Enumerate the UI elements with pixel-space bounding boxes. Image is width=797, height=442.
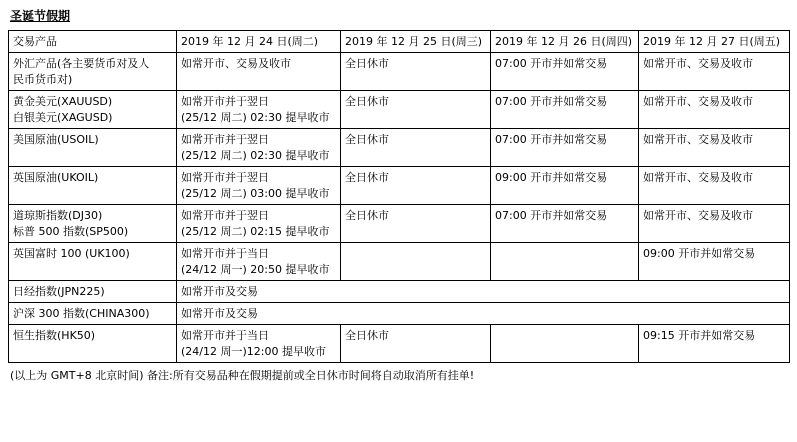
cell-dec-25 [341, 129, 491, 167]
cell-line: 如常开市并于当日 [181, 247, 269, 260]
table-row [9, 243, 790, 281]
cell-dec-27 [639, 205, 790, 243]
cell-line: 白银美元(XAGUSD) [13, 111, 113, 124]
cell-dec-26 [491, 205, 639, 243]
cell-dec-25 [341, 91, 491, 129]
cell-dec-26 [491, 53, 639, 91]
cell-line: 全日休市 [345, 171, 389, 184]
cell-line: 如常开市、交易及收市 [643, 57, 753, 70]
cell-line: 07:00 开市并如常交易 [495, 209, 608, 222]
cell-product [9, 325, 177, 363]
cell-product [9, 205, 177, 243]
table-row [9, 53, 790, 91]
cell-line: 全日休市 [345, 95, 389, 108]
cell-line: 恒生指数(HK50) [13, 329, 96, 342]
cell-line: 如常开市并于翌日 [181, 171, 269, 184]
cell-dec-25 [341, 53, 491, 91]
table-body [9, 53, 790, 363]
table-row [9, 205, 790, 243]
cell-dec-24 [177, 53, 341, 91]
cell-line: (25/12 周二) 02:15 提早收市 [181, 225, 330, 238]
cell-line: 道琼斯指数(DJ30) [13, 209, 103, 222]
table-row [9, 303, 790, 325]
cell-dec-27 [639, 91, 790, 129]
cell-line: 黄金美元(XAUUSD) [13, 95, 113, 108]
cell-line: (24/12 周一) 20:50 提早收市 [181, 263, 330, 276]
cell-product [9, 243, 177, 281]
cell-line: 如常开市并于翌日 [181, 209, 269, 222]
cell-dec-24 [177, 325, 341, 363]
column-header-dec-24: 2019 年 12 月 24 日(周二) [177, 31, 341, 53]
cell-product [9, 303, 177, 325]
cell-dec-24 [177, 205, 341, 243]
cell-dec-27 [639, 243, 790, 281]
cell-dec-25 [341, 243, 491, 281]
cell-line: 美国原油(USOIL) [13, 133, 99, 146]
column-header-dec-25: 2019 年 12 月 25 日(周三) [341, 31, 491, 53]
cell-line: 09:00 开市并如常交易 [643, 247, 756, 260]
cell-product [9, 281, 177, 303]
cell-product [9, 167, 177, 205]
cell-line: 英国富时 100 (UK100) [13, 247, 130, 260]
cell-line: 沪深 300 指数(CHINA300) [13, 307, 150, 320]
cell-dec-25 [341, 325, 491, 363]
cell-line: (25/12 周二) 02:30 提早收市 [181, 149, 330, 162]
cell-line: 如常开市、交易及收市 [643, 171, 753, 184]
cell-line: 如常开市并于翌日 [181, 95, 269, 108]
cell-line: 标普 500 指数(SP500) [13, 225, 129, 238]
cell-product [9, 129, 177, 167]
cell-product [9, 91, 177, 129]
cell-dec-26 [491, 129, 639, 167]
cell-line: 日经指数(JPN225) [13, 285, 105, 298]
cell-line: 如常开市及交易 [181, 307, 258, 320]
cell-dec-26 [491, 91, 639, 129]
table-row [9, 281, 790, 303]
cell-line: 全日休市 [345, 209, 389, 222]
cell-line: 如常开市并于当日 [181, 329, 269, 342]
cell-schedule-all-days [177, 281, 790, 303]
cell-line: 如常开市、交易及收市 [181, 57, 291, 70]
cell-dec-24 [177, 129, 341, 167]
cell-line: (24/12 周一)12:00 提早收市 [181, 345, 326, 358]
cell-line: 全日休市 [345, 133, 389, 146]
cell-dec-26 [491, 325, 639, 363]
column-header-dec-27: 2019 年 12 月 27 日(周五) [639, 31, 790, 53]
cell-line: 全日休市 [345, 57, 389, 70]
table-row [9, 325, 790, 363]
cell-line: 09:15 开市并如常交易 [643, 329, 756, 342]
cell-dec-24 [177, 91, 341, 129]
cell-line: 外汇产品(各主要货币对及人 [13, 57, 150, 70]
cell-dec-24 [177, 167, 341, 205]
cell-line: 07:00 开市并如常交易 [495, 95, 608, 108]
cell-line: 如常开市并于翌日 [181, 133, 269, 146]
cell-line: 07:00 开市并如常交易 [495, 133, 608, 146]
table-row [9, 129, 790, 167]
column-header-dec-26: 2019 年 12 月 26 日(周四) [491, 31, 639, 53]
footnote: (以上为 GMT+8 北京时间) 备注:所有交易品种在假期提前或全日休市时间将自动取消所有挂单! [10, 369, 475, 382]
cell-line: (25/12 周二) 03:00 提早收市 [181, 187, 330, 200]
cell-line: 英国原油(UKOIL) [13, 171, 99, 184]
cell-line: 如常开市、交易及收市 [643, 209, 753, 222]
cell-dec-26 [491, 243, 639, 281]
cell-line: (25/12 周二) 02:30 提早收市 [181, 111, 330, 124]
cell-line: 如常开市、交易及收市 [643, 133, 753, 146]
cell-schedule-all-days [177, 303, 790, 325]
cell-dec-25 [341, 167, 491, 205]
cell-line: 07:00 开市并如常交易 [495, 57, 608, 70]
cell-dec-26 [491, 167, 639, 205]
cell-line: 如常开市、交易及收市 [643, 95, 753, 108]
page-title: 圣诞节假期 [10, 9, 71, 23]
holiday-schedule-table [8, 30, 790, 363]
cell-dec-25 [341, 205, 491, 243]
cell-line: 如常开市及交易 [181, 285, 258, 298]
cell-line: 民币货币对) [13, 73, 73, 86]
cell-product [9, 53, 177, 91]
cell-dec-27 [639, 129, 790, 167]
table-header-row [9, 31, 790, 53]
cell-dec-27 [639, 53, 790, 91]
table-row [9, 167, 790, 205]
cell-dec-27 [639, 167, 790, 205]
cell-dec-24 [177, 243, 341, 281]
table-row [9, 91, 790, 129]
cell-line: 全日休市 [345, 329, 389, 342]
column-header-product: 交易产品 [9, 31, 177, 53]
cell-line: 09:00 开市并如常交易 [495, 171, 608, 184]
cell-dec-27 [639, 325, 790, 363]
